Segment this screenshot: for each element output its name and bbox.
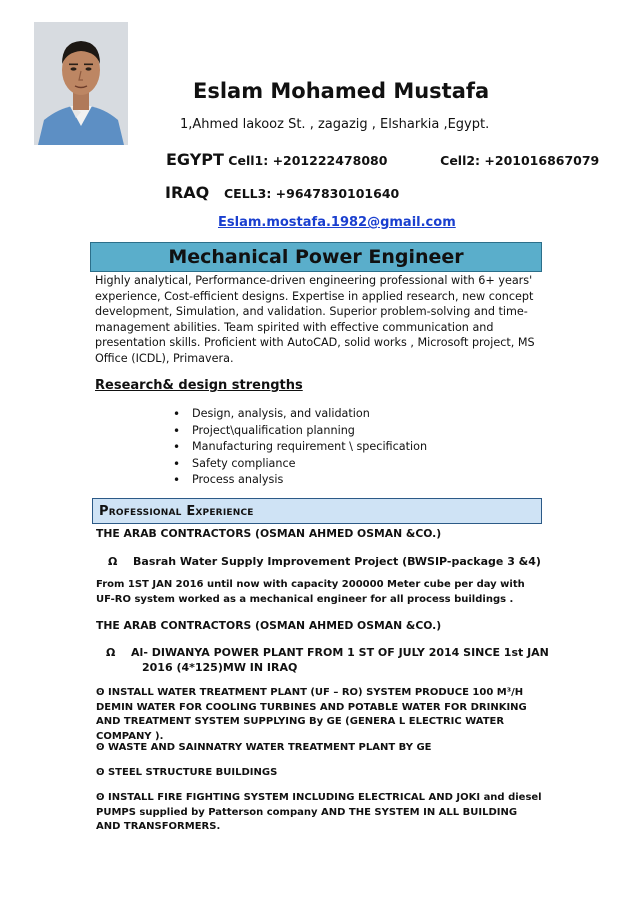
project-1-description: From 1ST JAN 2016 until now with capacity 200000 Meter cube per day with UF-RO system worked as a mechanical engineer for all process buildings . — [96, 579, 525, 605]
address: 1,Ahmed lakooz St. , zagazig , Elsharkia ,Egypt. — [180, 117, 490, 132]
iraq-label: IRAQ — [165, 183, 210, 202]
project-2-detail-fire-fighting: ʘ INSTALL FIRE FIGHTING SYSTEM INCLUDING ELECTRICAL AND JOKI and diesel PUMPS supplied by Patterson company AND THE SYSTEM IN ALL BUILDING AND TRANSFORMERS. — [96, 792, 542, 832]
list-item: • Manufacturing requirement \ specification — [172, 439, 427, 456]
job-title-bar — [90, 242, 542, 272]
profile-summary: Highly analytical, Performance-driven engineering professional with 6+ years' experience, Cost-efficient designs. Expertise in applied research, new concept development, Simulation, and validation. Superior problem-solving and time-management abilities. Team spirited with effective communication and presentation skills. Proficient with AutoCAD, solid works , Microsoft project, MS Office (ICDL), Primavera. — [95, 274, 535, 365]
project-2 — [106, 646, 549, 659]
cell2-number: Cell2: +201016867079 — [440, 153, 600, 168]
job-title: Mechanical Power Engineer — [168, 246, 464, 268]
candidate-name: Eslam Mohamed Mustafa — [193, 79, 490, 103]
egypt-label: EGYPT — [166, 150, 224, 169]
cell3-number: CELL3: +9647830101640 — [223, 186, 400, 201]
strengths-heading: Research& design strengths — [95, 378, 303, 393]
project-2-title-line1: Al- DIWANYA POWER PLANT FROM 1 ST OF JULY 2014 SINCE 1st JAN — [131, 646, 549, 659]
company-name-1: THE ARAB CONTRACTORS (OSMAN AHMED OSMAN &CO.) — [96, 527, 442, 540]
experience-heading-bar — [92, 498, 542, 524]
portrait-image — [34, 22, 128, 145]
project-2-title-line2: 2016 (4*125)MW IN IRAQ — [142, 661, 298, 674]
company-name-2: THE ARAB CONTRACTORS (OSMAN AHMED OSMAN &CO.) — [96, 619, 442, 632]
project-2-detail-waste-water: ʘ WASTE AND SAINNATRY WATER TREATMENT PLANT BY GE — [96, 742, 432, 753]
list-item: • Design, analysis, and validation — [172, 406, 427, 423]
profile-photo — [34, 22, 128, 145]
omega-marker: Ω — [106, 646, 116, 659]
list-item: • Project\qualification planning — [172, 423, 427, 440]
list-item: • Process analysis — [172, 472, 427, 489]
experience-heading: Professional Experience — [99, 503, 254, 519]
cell1-number: Cell1: +201222478080 — [228, 153, 388, 168]
project-1-title: Basrah Water Supply Improvement Project (BWSIP-package 3 &4) — [133, 555, 541, 568]
strengths-list — [172, 406, 427, 489]
project-1 — [108, 555, 541, 568]
list-item: • Safety compliance — [172, 456, 427, 473]
iraq-contact-line — [165, 183, 399, 202]
egypt-contact-line — [166, 150, 599, 169]
email-link[interactable]: Eslam.mostafa.1982@gmail.com — [218, 215, 456, 230]
omega-marker: Ω — [108, 555, 118, 568]
project-2-detail-water-treatment: ʘ INSTALL WATER TREATMENT PLANT (UF – RO) SYSTEM PRODUCE 100 M³/H DEMIN WATER FOR COOLING TURBINES AND POTABLE WATER FOR DRINKING AND TREATMENT SYSTEM SUPPLYING By GE (GENERA L ELECTRIC WATER COMPANY ). — [96, 687, 527, 742]
project-2-detail-steel-structure: ʘ STEEL STRUCTURE BUILDINGS — [96, 767, 278, 778]
